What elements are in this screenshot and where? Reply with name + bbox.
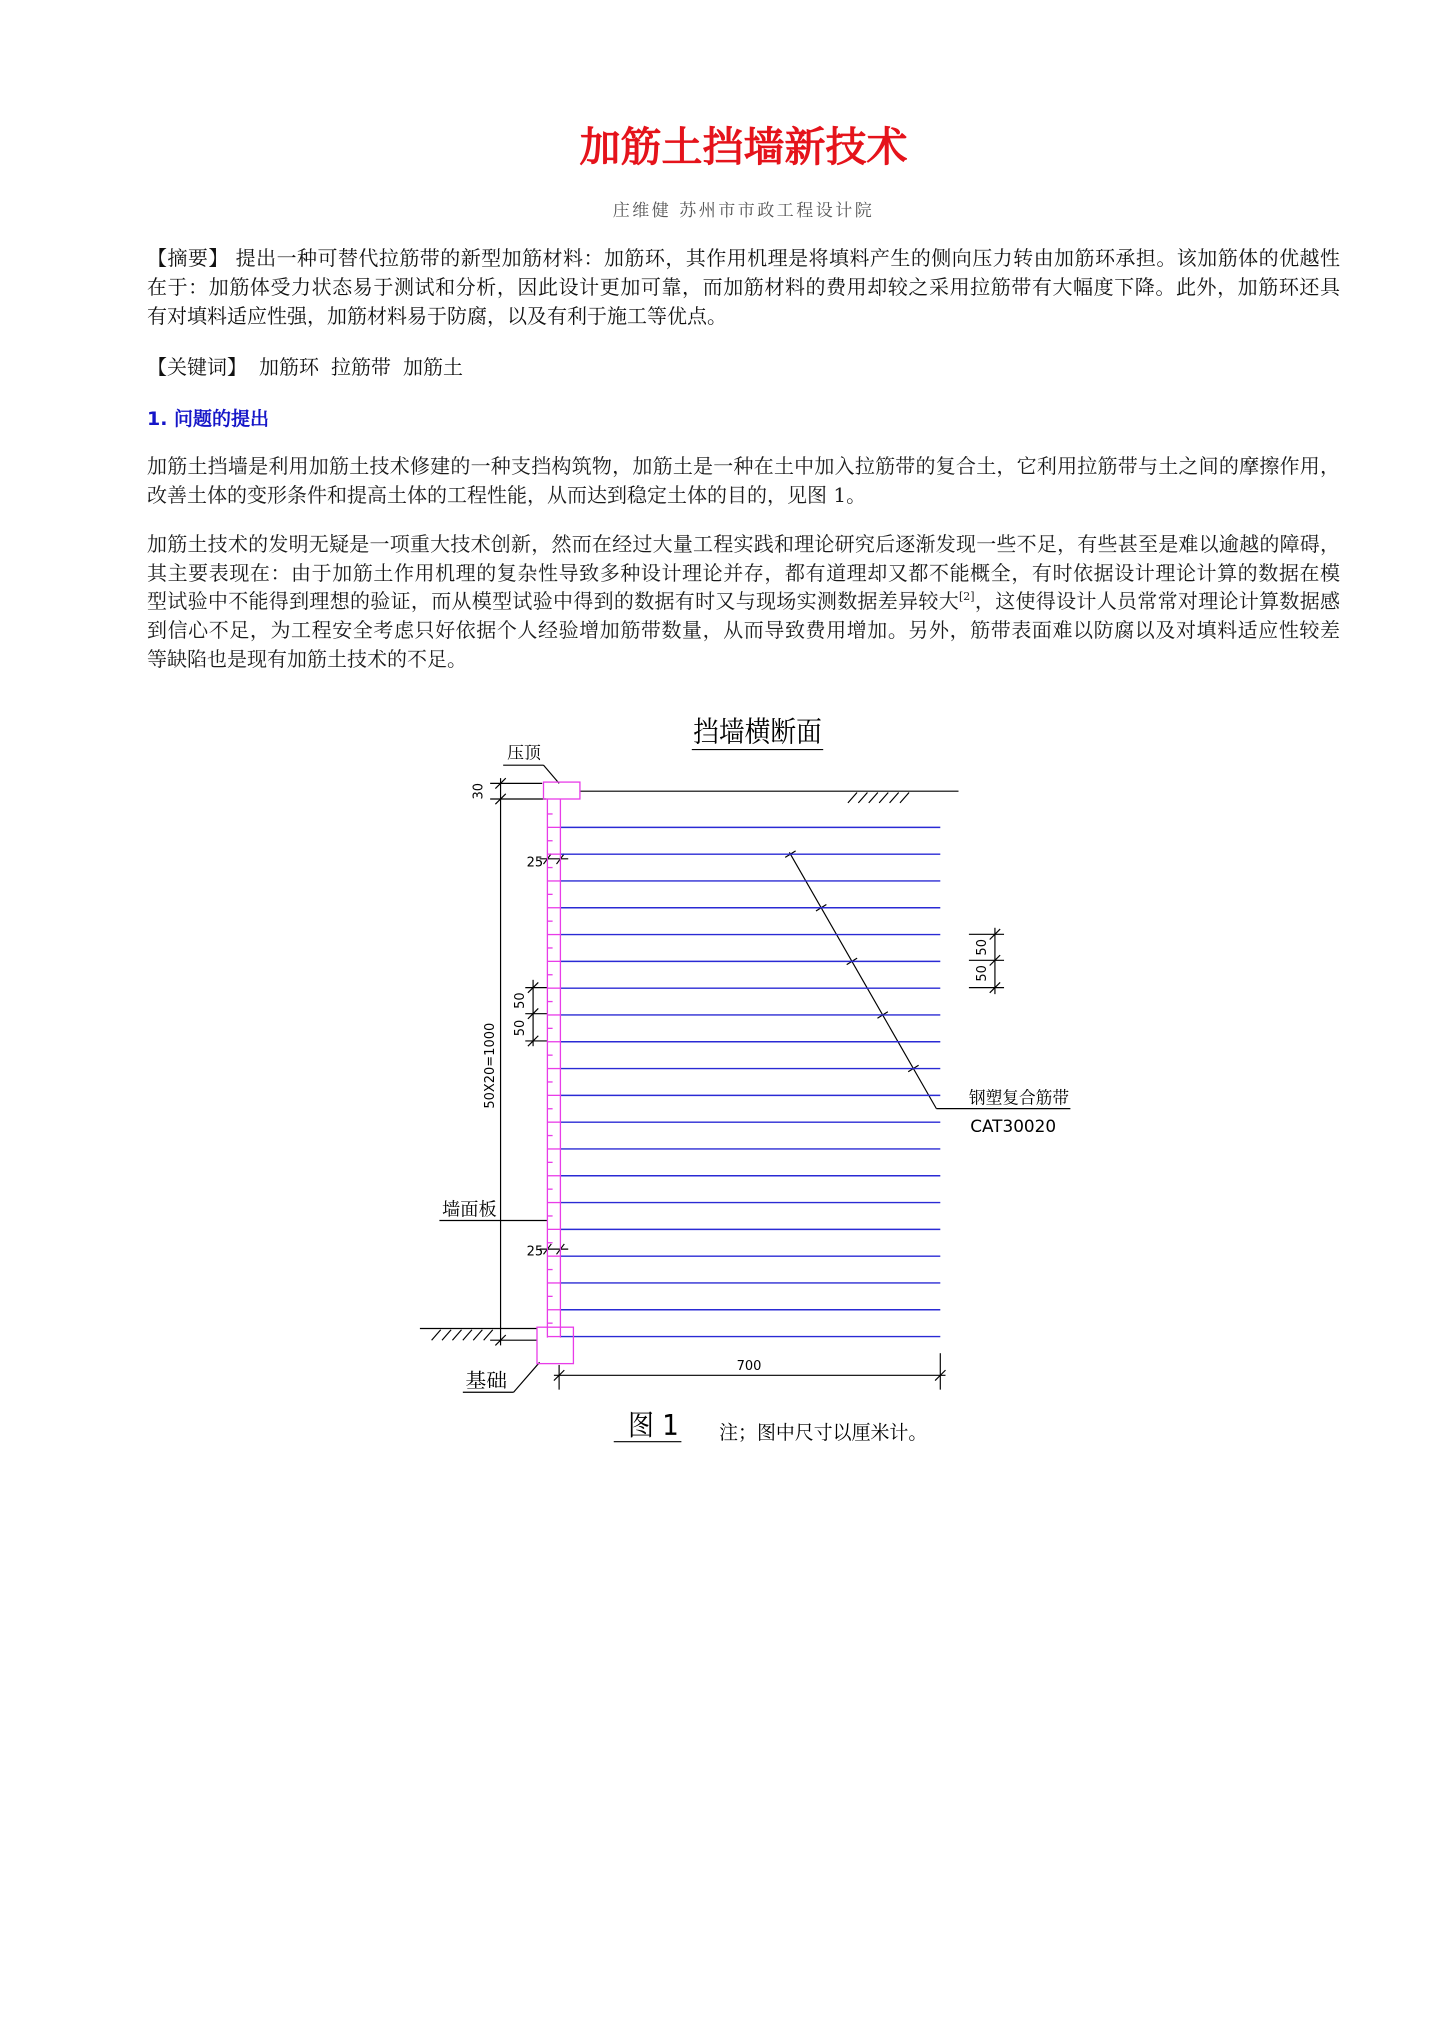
abstract-label: 【摘要】 (147, 246, 229, 270)
paragraph-line: 改善土体的变形条件和提高土体的工程性能，从而达到稳定土体的目的，见图 1。 (147, 483, 867, 507)
keywords (147, 353, 1340, 382)
paragraph-line: 加筋土挡墙是利用加筋土技术修建的一种支挡构筑物，加筋土是一种在土中加入拉筋带的复合土，它利用拉筋带与土之间的摩擦作用， (147, 454, 1340, 478)
citation-reference: [2] (959, 590, 975, 604)
left-spacing-dimension: 50 (512, 1019, 528, 1037)
foundation-label-leader (514, 1362, 540, 1392)
article-title: 加筋土挡墙新技术 (579, 123, 908, 171)
bottom-offset-dimension: 25 (526, 1244, 544, 1260)
figure-labels (442, 715, 1069, 1444)
paragraph-1 (147, 452, 1340, 510)
author-name: 庄维健 (612, 201, 672, 221)
paragraph-line (147, 587, 1340, 616)
right-spacing-dimension: 50 (974, 965, 990, 982)
strip-model-label: CAT30020 (970, 1116, 1057, 1137)
foundation-label: 基础 (465, 1369, 508, 1393)
paragraph-line: 到信心不足，为工程安全考虑只好依据个人经验增加筋带数量，从而导致费用增加。另外，筋带表面难以防腐以及对填料适应性较差 (147, 618, 1340, 643)
paragraph-text: 型试验中不能得到理想的验证，而从模型试验中得到的数据有时又与现场实测数据差异较大 (147, 589, 960, 614)
left-spacing-dimension: 50 (512, 992, 528, 1009)
top-ground-hatch (848, 792, 909, 802)
total-height-dimension: 50X20=1000 (483, 1022, 499, 1109)
cap-label-leader (543, 765, 559, 783)
strip-leader-diagonal (789, 852, 936, 1108)
strip-name-label: 钢塑复合筋带 (968, 1087, 1070, 1108)
paragraph-line: 等缺陷也是现有加筋土技术的不足。 (147, 646, 467, 671)
paragraph-line: 加筋土技术的发明无疑是一项重大技术创新，然而在经过大量工程实践和理论研究后逐渐发现一些不足，有些甚至是难以逾越的障碍， (147, 532, 1340, 556)
panel-label: 墙面板 (442, 1199, 497, 1221)
top-offset-dimension: 25 (526, 855, 544, 871)
wall-foundation (537, 1327, 573, 1363)
abstract-line (147, 244, 1340, 273)
keyword: 拉筋带 (331, 355, 391, 379)
wall-panel-joints (547, 814, 560, 1337)
abstract-line: 有对填料适应性强，加筋材料易于防腐，以及有利于施工等优点。 (147, 304, 727, 328)
cross-section-figure (416, 696, 1086, 1451)
abstract (147, 244, 1340, 331)
author-affiliation: 苏州市市政工程设计院 (679, 201, 875, 221)
paragraph-2 (147, 530, 1340, 673)
figure-caption: 图 1 (628, 1408, 679, 1443)
bottom-ground-hatch (432, 1330, 493, 1340)
abstract-text: 提出一种可替代拉筋带的新型加筋材料：加筋环，其作用机理是将填料产生的侧向压力转由加筋环承担。该加筋体的优越性 (235, 246, 1341, 270)
strip-length-dimension: 700 (736, 1359, 762, 1375)
figure-title: 挡墙横断面 (693, 714, 822, 749)
keyword: 加筋土 (403, 355, 463, 379)
keyword: 加筋环 (259, 355, 319, 379)
retaining-wall (537, 782, 580, 1364)
left-spacing-extensions (525, 982, 547, 1046)
cap-label: 压顶 (507, 742, 542, 763)
keywords-label: 【关键词】 (147, 355, 247, 379)
abstract-line: 在于：加筋体受力状态易于测试和分析，因此设计更加可靠，而加筋材料的费用却较之采用拉筋带有大幅度下降。此外，加筋环还具 (147, 275, 1340, 299)
section-heading: 1. 问题的提出 (147, 408, 270, 430)
wall-cap (543, 782, 579, 799)
figure-note: 注；图中尺寸以厘米计。 (719, 1421, 928, 1445)
author-line (147, 200, 1340, 222)
paragraph-text: ，这使得设计人员常常对理论计算数据感 (974, 589, 1341, 614)
reinforcing-strips (560, 827, 940, 1336)
cap-height-dimension: 30 (471, 782, 487, 800)
paragraph-line: 其主要表现在：由于加筋土作用机理的复杂性导致多种设计理论并存，都有道理却又都不能概全，有时依据设计理论计算的数据在模 (147, 560, 1340, 585)
right-spacing-dimension: 50 (974, 939, 990, 956)
